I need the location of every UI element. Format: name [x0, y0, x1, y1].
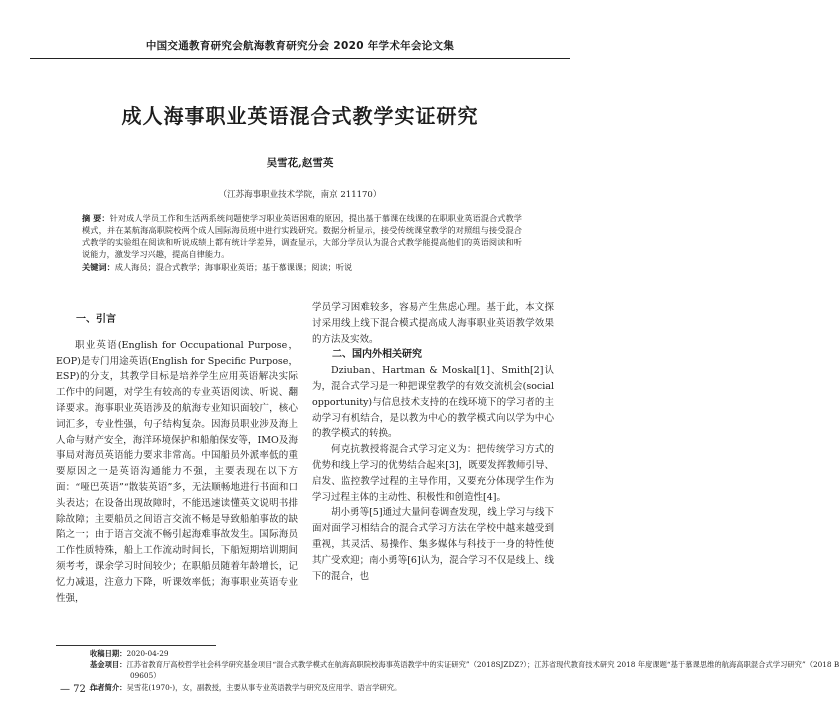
- running-head: 中国交通教育研究会航海教育研究分会 2020 年学术年会论文集: [145, 40, 455, 52]
- author-bio-label: 作者简介：: [90, 682, 127, 692]
- paragraph: 胡小勇等[5]通过大量问卷调查发现，线上学习与线下面对面学习相结合的混合式学习方法在学校中越来越受到重视，其灵活、易操作、集多媒体与科技于一身的特性使其广受欢迎；南小勇等[6]认为，混合学习不仅是线上、线下的混合，也: [312, 507, 554, 582]
- abstract-block: [82, 212, 522, 273]
- received-label: 收稿日期：: [90, 649, 127, 658]
- footnotes: [90, 648, 839, 693]
- fund-text-cont: 09605）: [130, 671, 161, 681]
- header-rule: [30, 58, 570, 59]
- paragraph: 职业英语(English for Occupational Purpose，EOP)是专门用途英语(English for Specific Purpose，ESP)的分支，其教学目标是培养学生应用英语解决实际工作中的问题，对学生有较高的专业英语阅读、听说、翻译要求。海事职业英语涉及的航海专业知识面较广，核心词汇多，专业性强，句子结构复杂。因海员职业涉及海上人命与财产安全，海洋环境保护和船舶保安等，IMO及海事局对海员英语能力要求非常高。中国船员外派率低的重要原因之一是英语沟通能力不强，主要表现在以下方面：“哑巴英语”“散装英语”多，无法顺畅地进行书面和口头表达；在设备出现故障时，不能迅速读懂英文说明书排除故障；主要船员之间语言交流不畅是导致船舶事故的缺陷之一；由于语言交流不畅引起海难事故发生。国际海员工作性质特殊，船上工作流动时间长，下船短期培训期间须考考，课余学习时间较少；在职船员随着年龄增长，记忆力减退，注意力下降，听课效率低；海事职业英语专业性强，: [56, 339, 298, 604]
- fund-label: 基金项目：: [90, 660, 127, 670]
- paragraph-continuation: 学员学习困难较多，容易产生焦虑心理。基于此，本文探讨采用线上线下混合模式提高成人海事职业英语教学效果的方法及实效。: [312, 302, 554, 345]
- left-column: [56, 300, 298, 606]
- footnote-received: [90, 648, 570, 659]
- keywords-text: 成人海员；混合式教学；海事职业英语；基于慕课课；阅读；听说: [114, 262, 353, 272]
- abstract-label: 摘 要：: [82, 213, 110, 223]
- section-heading-introduction: 一、引言: [76, 314, 116, 325]
- abstract-text: 针对成人学员工作和生活两系统问题使学习职业英语困难的原因，提出基于慕课在线课的在职职业英语混合式教学模式，并在某航海高职院校两个成人国际海员班中进行实践研究。数据分析显示，接受传统课堂教学的对照组与接受混合式教学的实验组在阅读和听说成绩上都有统计学差异，调查显示，大部分学员认为混合式教学能提高他们的英语阅读和听说能力，激发学习兴趣，提高自律能力。: [82, 213, 522, 259]
- footnote-author: [90, 682, 570, 693]
- paragraph: 何克抗教授将混合式学习定义为：把传统学习方式的优势和线上学习的优势结合起来[3]，既要发挥教师引导、启发、监控教学过程的主导作用，又要充分体现学生作为学习过程主体的主动性、积极性和创造性[4]。: [312, 444, 554, 503]
- paragraph: Dziuban、Hartman & Moskal[1]、Smith[2]认为，混合式学习是一种把课堂教学的有效交流机会(social opportunity)与信息技术支持的在线环境下的学习者的主动学习有机结合，是以教为中心的教学模式向以学为中心的教学模式的转换。: [312, 365, 554, 440]
- author-bio: 吴雪花(1970-)，女，副教授，主要从事专业英语教学与研究及应用学、语言学研究。: [126, 682, 402, 692]
- section-heading-related-research: 二、国内外相关研究: [332, 349, 422, 361]
- keywords-label: 关键词：: [82, 262, 115, 272]
- right-column: [312, 300, 554, 584]
- page-number: — 72 —: [60, 684, 100, 695]
- article-title: 成人海事职业英语混合式教学实证研究: [121, 104, 479, 128]
- authors: 吴雪花,赵雪英: [266, 157, 334, 169]
- fund-text: 江苏省教育厅高校哲学社会科学研究基金项目“混合式教学模式在航海高职院校海事英语教学中的实证研究”（2018SJZDZ?）；江苏省现代教育技术研究 2018 年度课题“基于慕课思维的航海高职混合式学习研究”（2018 B: [126, 660, 839, 670]
- affiliation: （江苏海事职业技术学院，南京 211170）: [218, 190, 382, 200]
- footnote-fund: [90, 659, 839, 670]
- keywords-line: [82, 261, 522, 273]
- received-date: 2020-04-29: [126, 649, 169, 658]
- footnote-rule: [56, 645, 216, 646]
- footnote-fund-cont: [90, 670, 570, 681]
